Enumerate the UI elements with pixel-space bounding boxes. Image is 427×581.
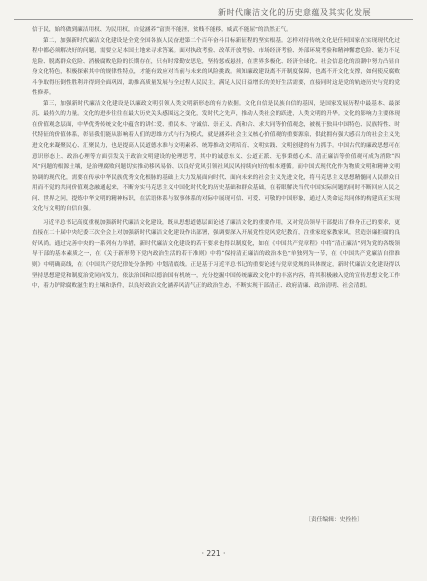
paragraph-continuation: 信于民，始终做到廉洁用权、为民用权，自觉涵养“富贵不能淫，贫贱不能移，威武不能屈”的浩然正气。	[32, 27, 292, 33]
paragraph-second-point: 第二，加强新时代廉洁文化建设是全党全国各族人民奋进第二个百年奋斗目标新征程的坚实根基。怎样对待传统文化是任何国家在实现现代化过程中都必须解决好的问题，需要立足本国土地来寻求答案。面对执政考验、改革开放考验、市场经济考验、外部环境考验和精神懈怠危险、能力不足危险、脱离群众危险、消极腐败危险的长期存在，只有时常勤安思危，坚持惩戒悬挂，在世界多极化、经济全球化、社会信息化的浪潮中努力凸显自身文化特色，积极探索其中的规律性特点，才能有效应对当前与未来的风险挑战。须知廉政建设离不开制度保障，也离不开文化支撑，如何使反腐败斗争取得压倒性胜利并得到全面巩固，助推高质量发展与全过程人民民主，满足人民日益增长的美好生活需要，直接同时这是党的轨迹历史与党的党性修养。	[32, 37, 400, 97]
header-divider	[14, 19, 413, 20]
responsible-editor-note: 〔责任编辑：史拴拴〕	[305, 517, 363, 523]
page-number: · 221 ·	[201, 549, 226, 558]
running-header: 新时代廉洁文化的历史意蕴及其实化发展	[218, 8, 371, 17]
paragraph-conclusion: 习近平总书记高度重视加强新时代廉洁文化建设，既从思想道德层面论述了廉洁文化的重要作用，又对党员领导干部提出了修身正己的要求，更直接在二十届中央纪委三次全会上对加强新时代廉洁文化建设作出部署，强调要深入开展党性党风党纪教育，注重家庭家教家风，营造崇廉拒腐的良好风尚。通过完善中央的一系列有力举措，新时代廉洁文化建设的若干要求也得以制度化，如在《中国共产党章程》中将“清正廉洁”列为党的各级领导干部的基本素质之一，在《关于新形势下党内政治生活的若干准则》中将“保持清正廉洁的政治本色”单独列为一节，在《中国共产党廉洁自律准则》中明确高线，在《中国共产党纪律处分条例》中划清底线。正是基于习近平总书记的重要论述与党章党规的具体规定，新时代廉洁文化建设得以坚持思想建党和制度治党同向发力，依法治国和以德治国有机统一，充分挖掘中国传统廉政文化中的丰富内容，将其积极融入党的宣传思想文化工作中，着力铲除腐败滋生的土壤和条件，以良好政治文化涵养风清气正的政治生态，不断实现干部清正、政府清廉、政治清明、社会清朗。	[32, 219, 400, 290]
paragraph-third-point: 第三，加强新时代廉洁文化建设是以廉政文明引领人类文明新形态的有力依据。文化自信是民族自信的基因，是国家发展历程中最基本、最深沉、最持久的力量。文化的进步往往在最大历史关头感围远之变化，发时代之先声，推动人类社会的跃进，人类文明的升华。文化的影响力主要体现在价值观念层面，中华优秀传统文化中蕴含的讲仁爱、重民本、守诚信、崇正义、尚和合、求大同等价值观念，被视于独具中国特色、民族特性、时代特征的价值体系，彰显我们能从影响着人们的思维方式与行为模式，就是涵养社会主义核心价值观的重要源泉，供此拥有强大感召力的社会主义先进文化来凝聚民心、汇聚民力，也是提高人民道德水准与文明素养、统筹推动文明培育、文明实践、文明创建的有力抓手。中国古代的廉政思想可在意识形态上、政治心理等方面引发关于政治文明建设的伦理思考，其中的诚意东义、公道正派、无事秉德心术、清正廉洁等价值观可成为消除“四风”问题的根源土壤，是治理腐败问题切实推动移风易俗、以良好党风引领社风民风持续向好的根本遵循。而中国式现代化作为物质文明和精神文明协调的现代化，需要在传承中华民族优秀文化根脉的基础上大力发展面向时代、面向未来的社会主义先进文化，将马克思主义思想精髓同人民群众日用而不觉的共同价值观念融通起来，不断夯实马克思主义中国化时代化的历史基础和群众基础，在着眼解决当代中国实际问题的同时不断回应人民之问、世界之问，提炼中华文明的精神标识，在活语体系与叙事体系的对际中展现可信、可爱、可敬的中国形象，通过人类命运共同体的构建真正实现文化与文明的自信自强。	[32, 100, 400, 213]
article-body	[32, 25, 400, 292]
